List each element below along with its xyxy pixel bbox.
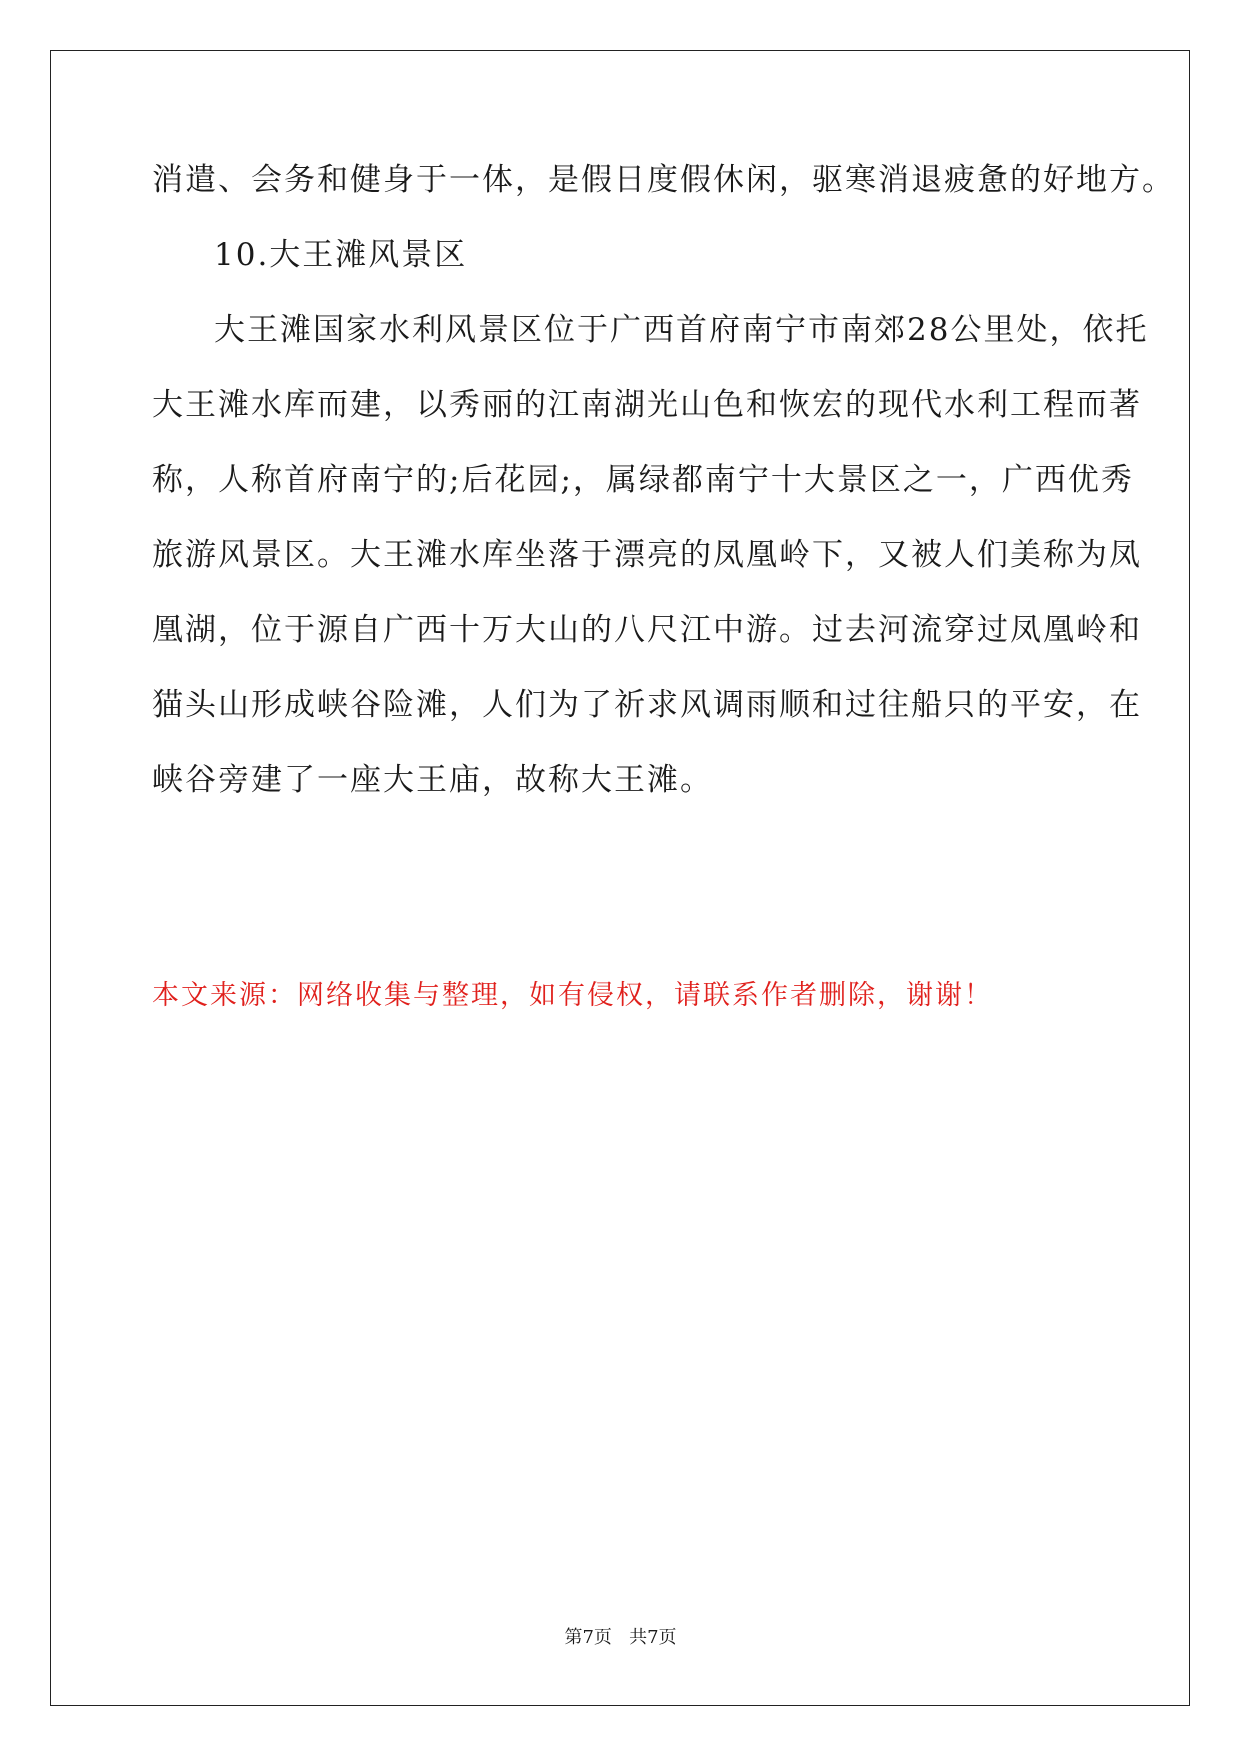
- paragraph-line: 大王滩国家水利风景区位于广西首府南宁市南郊28公里处，依托: [214, 312, 1149, 348]
- paragraph-line: 大王滩水库而建，以秀丽的江南湖光山色和恢宏的现代水利工程而著: [152, 387, 1142, 423]
- paragraph-line: 猫头山形成峡谷险滩，人们为了祈求风调雨顺和过往船只的平安，在: [152, 687, 1142, 723]
- page-number-footer: 第7页 共7页: [564, 1627, 677, 1648]
- paragraph-line: 峡谷旁建了一座大王庙，故称大王滩。: [152, 762, 713, 798]
- source-note: 本文来源：网络收集与整理，如有侵权，请联系作者删除，谢谢！: [152, 980, 993, 1011]
- section-heading: 10.大王滩风景区: [214, 237, 468, 273]
- paragraph-line: 凰湖，位于源自广西十万大山的八尺江中游。过去河流穿过凤凰岭和: [152, 612, 1142, 648]
- paragraph-line: 旅游风景区。大王滩水库坐落于漂亮的凤凰岭下，又被人们美称为凤: [152, 537, 1142, 573]
- body-line-continuation: 消遣、会务和健身于一体，是假日度假休闲，驱寒消退疲惫的好地方。: [152, 162, 1175, 198]
- paragraph-line: 称，人称首府南宁的;后花园;，属绿都南宁十大景区之一，广西优秀: [152, 462, 1134, 498]
- document-body: [152, 160, 1175, 835]
